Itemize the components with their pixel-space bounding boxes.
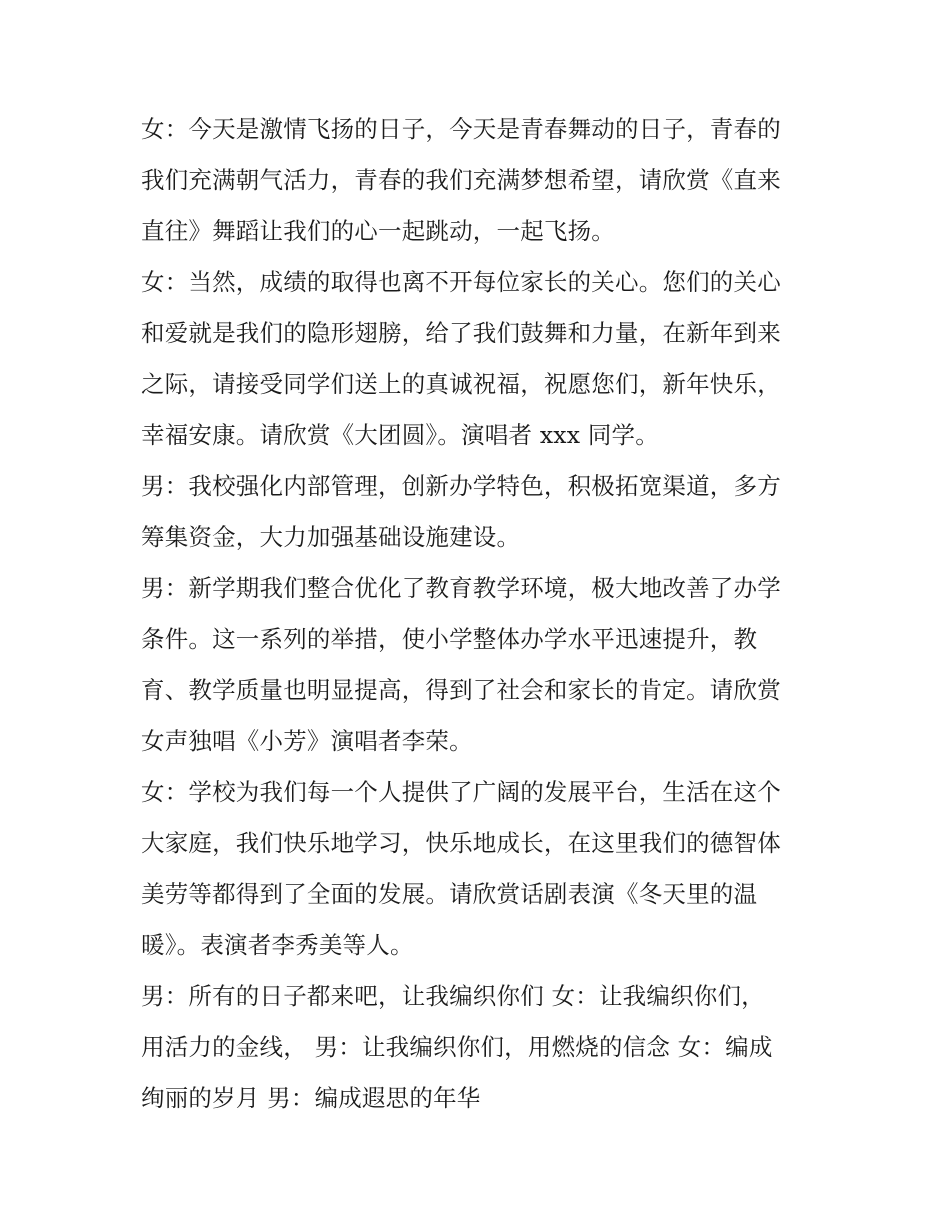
- document-body: [141, 104, 821, 1124]
- text-line: 美劳等都得到了全面的发展。请欣赏话剧表演《冬天里的温: [141, 880, 758, 908]
- text-line: 女：学校为我们每一个人提供了广阔的发展平台，生活在这个: [141, 778, 781, 806]
- text-line: 男：新学期我们整合优化了教育教学环境，极大地改善了办学: [141, 574, 781, 602]
- text-line: 用活力的金线， 男：让我编织你们，用燃烧的信念 女：编成: [141, 1033, 773, 1061]
- text-line: 我们充满朝气活力，青春的我们充满梦想希望，请欣赏《直来: [141, 166, 781, 194]
- text-line: 男：我校强化内部管理，创新办学特色，积极拓宽渠道，多方: [141, 472, 781, 500]
- text-line: 和爱就是我们的隐形翅膀，给了我们鼓舞和力量，在新年到来: [141, 319, 781, 347]
- text-line: 幸福安康。请欣赏《大团圆》。演唱者 xxx 同学。: [141, 421, 659, 449]
- text-line: 绚丽的岁月 男：编成遐思的年华: [141, 1084, 481, 1112]
- text-line: 男：所有的日子都来吧，让我编织你们 女：让我编织你们，: [141, 982, 765, 1010]
- text-line: 女：今天是激情飞扬的日子，今天是青春舞动的日子，青春的: [141, 115, 781, 143]
- text-line: 女：当然，成绩的取得也离不开每位家长的关心。您们的关心: [141, 268, 781, 296]
- text-line: 条件。这一系列的举措，使小学整体办学水平迅速提升，教: [141, 625, 758, 653]
- text-line: 暖》。表演者李秀美等人。: [141, 931, 414, 959]
- text-line: 直往》舞蹈让我们的心一起跳动，一起飞扬。: [141, 217, 615, 245]
- text-line: 大家庭，我们快乐地学习，快乐地成长，在这里我们的德智体: [141, 829, 781, 857]
- text-line: 之际，请接受同学们送上的真诚祝福，祝愿您们，新年快乐，: [141, 370, 781, 398]
- text-line: 女声独唱《小芳》演唱者李荣。: [141, 727, 473, 755]
- text-line: 筹集资金，大力加强基础设施建设。: [141, 523, 521, 551]
- text-line: 育、教学质量也明显提高，得到了社会和家长的肯定。请欣赏: [141, 676, 781, 704]
